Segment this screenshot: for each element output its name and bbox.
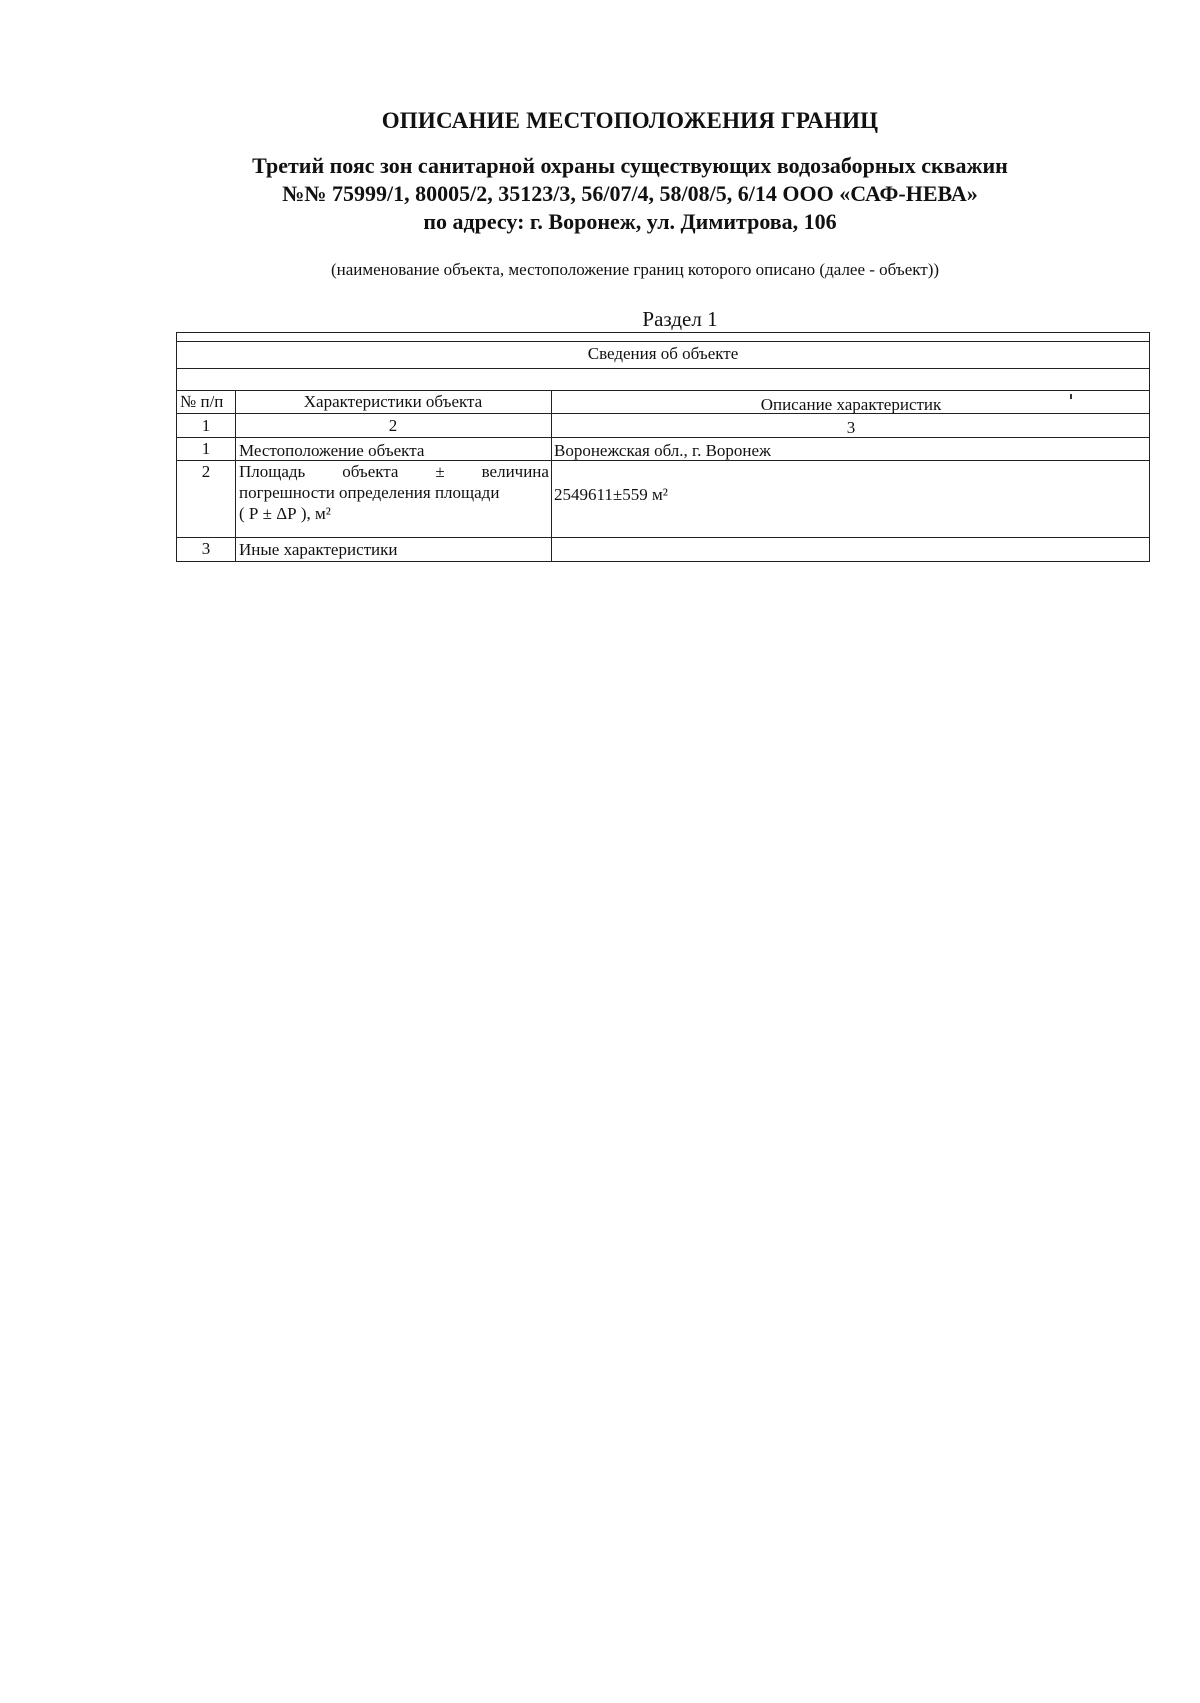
table-row-2-num: 2 [201,462,211,481]
word: ± [435,462,445,481]
table-row-2-value: 2549611±559 м² [554,485,668,504]
object-name-block [0,152,1200,236]
table-row-2-characteristic-line-3: ( Р ± ΔР ), м² [239,504,331,523]
word: объекта [342,462,399,481]
table-row-3-num: 3 [201,539,211,558]
table-row-1-value: Воронежская обл., г. Воронеж [554,441,771,460]
table-row-1-num: 1 [201,439,211,458]
column-header-description: Описание характеристик [760,395,942,414]
object-caption: (наименование объекта, местоположение границ которого описано (далее - объект)) [330,260,940,279]
table-row-2-characteristic [239,461,549,524]
table-heading: Сведения об объекте [587,344,739,363]
table-row-2-characteristic-line-2: погрешности определения площади [239,483,500,502]
column-number-2: 2 [388,416,398,435]
word: величина [481,462,549,481]
column-number-3: 3 [846,418,856,437]
table-top-inner-line [177,341,1149,342]
table-column-divider [551,390,552,561]
scan-mark [1070,394,1072,399]
subtitle-line-2: №№ 75999/1, 80005/2, 35123/3, 56/07/4, 58/08/5, 6/14 ООО «САФ-НЕВА» [282,181,978,206]
section-label: Раздел 1 [642,307,718,331]
subtitle-line-3: по адресу: г. Воронеж, ул. Димитрова, 106 [423,209,837,234]
column-number-1: 1 [201,416,211,435]
table-row-2-characteristic-line-1 [239,461,549,482]
column-header-num: № п/п [180,392,224,411]
document-title: ОПИСАНИЕ МЕСТОПОЛОЖЕНИЯ ГРАНИЦ [381,108,879,133]
table-row-1-characteristic: Местоположение объекта [239,441,425,460]
column-header-characteristics: Характеристики объекта [303,392,483,411]
word: Площадь [239,462,306,481]
object-info-table [176,332,1150,562]
subtitle-line-1: Третий пояс зон санитарной охраны существующих водозаборных скважин [252,153,1008,178]
table-line [177,368,1149,369]
table-row-3-characteristic: Иные характеристики [239,540,398,559]
table-line [177,537,1149,538]
